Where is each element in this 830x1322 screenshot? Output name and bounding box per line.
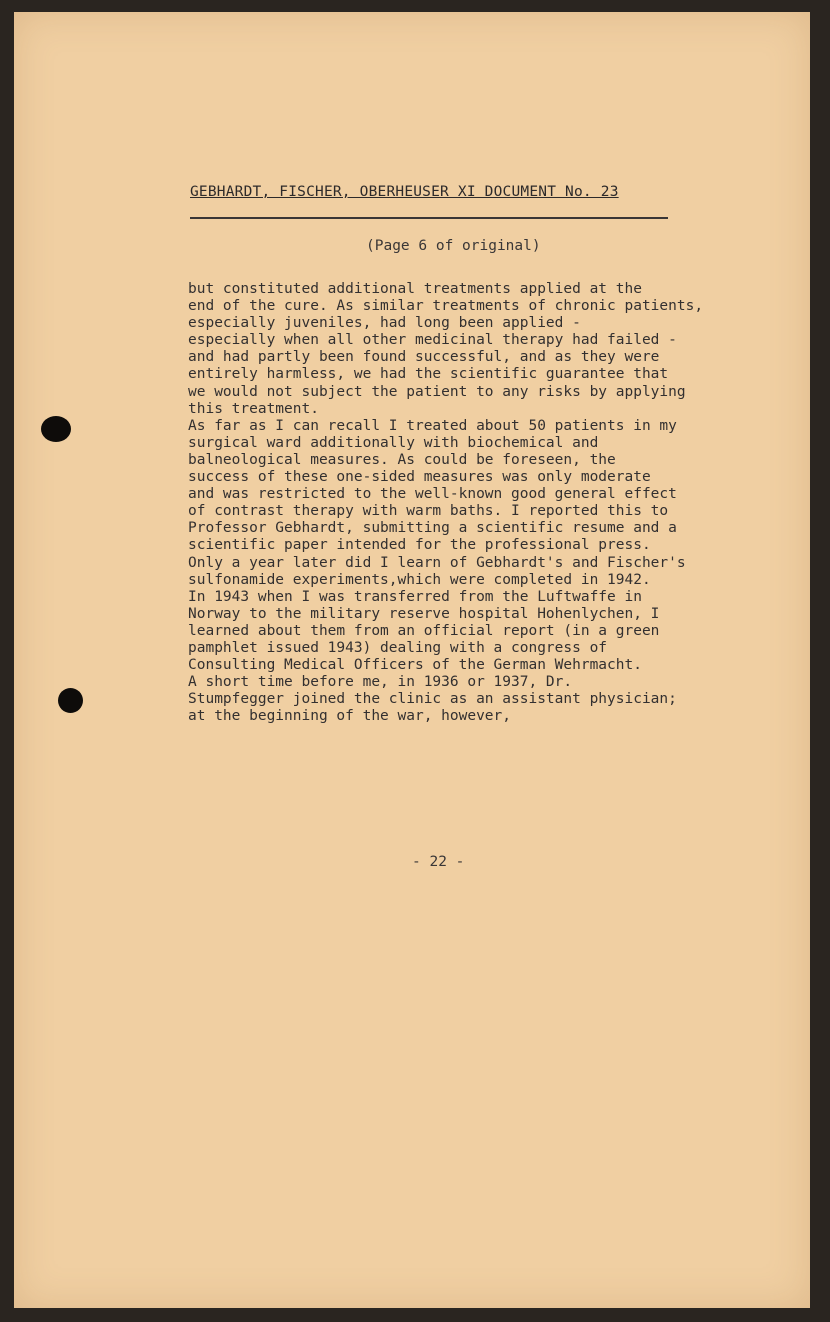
body-line: pamphlet issued 1943) dealing with a congress of bbox=[188, 639, 608, 656]
body-line: sulfonamide experiments,which were completed in 1942. bbox=[188, 571, 651, 588]
body-line: Stumpfegger joined the clinic as an assistant physician; bbox=[188, 691, 677, 708]
body-line: but constituted additional treatments applied at the bbox=[188, 281, 642, 297]
body-line: we would not subject the patient to any risks by applying bbox=[188, 383, 686, 400]
body-line: A short time before me, in 1936 or 1937, Dr. bbox=[188, 674, 573, 691]
body-line: Only a year later did I learn of Gebhardt's and Fischer's bbox=[188, 554, 686, 571]
body-line: surgical ward additionally with biochemical and bbox=[188, 434, 599, 451]
body-line: Professor Gebhardt, submitting a scientific resume and a bbox=[188, 520, 677, 537]
body-line: especially when all other medicinal therapy had failed - bbox=[188, 332, 677, 349]
body-text bbox=[188, 281, 788, 725]
body-line: As far as I can recall I treated about 50 patients in my bbox=[188, 417, 677, 434]
body-line: learned about them from an official report (in a green bbox=[188, 622, 660, 639]
document-page bbox=[14, 12, 810, 1308]
page-number: - 22 - bbox=[412, 854, 465, 870]
body-line: Consulting Medical Officers of the German Wehrmacht. bbox=[188, 657, 642, 674]
body-line: of contrast therapy with warm baths. I reported this to bbox=[188, 503, 669, 520]
punch-hole-bottom bbox=[58, 688, 83, 713]
page-reference: (Page 6 of original) bbox=[366, 238, 541, 254]
punch-hole-top bbox=[41, 416, 71, 442]
body-line: especially juveniles, had long been applied - bbox=[188, 315, 581, 332]
body-line: end of the cure. As similar treatments of chronic patients, bbox=[188, 298, 704, 315]
body-line: balneological measures. As could be foreseen, the bbox=[188, 451, 616, 468]
body-line: and had partly been found successful, and as they were bbox=[188, 349, 660, 366]
body-line: In 1943 when I was transferred from the Luftwaffe in bbox=[188, 588, 642, 605]
header-divider bbox=[190, 217, 668, 219]
document-header: GEBHARDT, FISCHER, OBERHEUSER XI DOCUMENT No. 23 bbox=[190, 184, 619, 200]
body-line: this treatment. bbox=[188, 400, 319, 417]
body-line: Norway to the military reserve hospital Hohenlychen, I bbox=[188, 605, 660, 622]
body-line: scientific paper intended for the professional press. bbox=[188, 537, 651, 554]
body-line: entirely harmless, we had the scientific guarantee that bbox=[188, 366, 669, 383]
body-line: at the beginning of the war, however, bbox=[188, 708, 512, 725]
body-line: success of these one-sided measures was only moderate bbox=[188, 469, 651, 486]
body-line: and was restricted to the well-known good general effect bbox=[188, 486, 677, 503]
